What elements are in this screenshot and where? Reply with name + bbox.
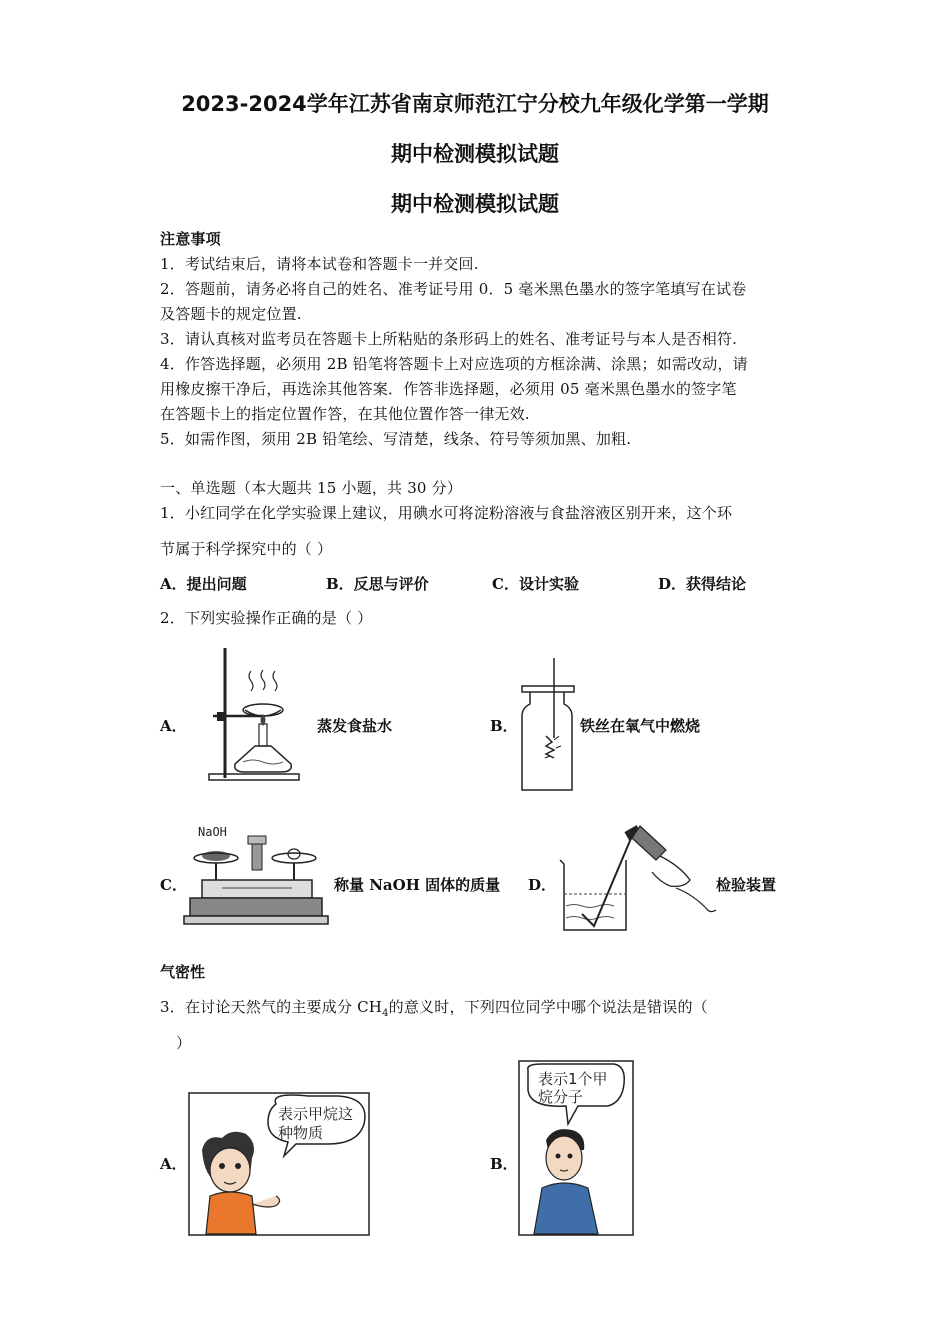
notes-line: 3．请认真核对监考员在答题卡上所粘贴的条形码上的姓名、准考证号与本人是否相符. [160,330,738,348]
q1-option-c: C．设计实验 [492,575,579,593]
page-subtitle: 期中检测模拟试题 [391,142,559,166]
q2-option-c-caption: 称量 NaOH 固体的质量 [334,876,501,894]
q2-option-a-label: A． [160,717,187,735]
question-1-stem: 1．小红同学在化学实验课上建议，用碘水可将淀粉溶液与食盐溶液区别开来，这个环 [160,504,733,522]
q2-option-b-label: B． [490,717,518,735]
notes-line: 5．如需作图，须用 2B 铅笔绘、写清楚，线条、符号等须加黑、加粗. [160,430,632,448]
question-3-stem-cont: ） [176,1034,192,1052]
notes-line: 在答题卡上的指定位置作答，在其他位置作答一律无效. [160,405,530,423]
q1-option-d: D．获得结论 [658,575,747,593]
page-title: 2023-2024学年江苏省南京师范江宁分校九年级化学第一学期 [181,92,769,116]
boy-speech-cartoon [518,1060,634,1236]
q3-option-a-label: A． [160,1155,187,1173]
balance-figure [182,822,330,928]
notes-line: 2．答题前，请务必将自己的姓名、准考证号用 0．5 毫米黑色墨水的签字笔填写在试卷 [160,280,747,298]
bubble-a-line2: 种物质 [278,1124,324,1142]
naoh-label: NaOH [198,825,227,839]
question-2-stem: 2．下列实验操作正确的是（ ） [160,609,373,627]
q2-option-d-caption: 检验装置 [716,876,777,894]
notes-heading: 注意事项 [160,230,221,248]
q2-option-a-caption: 蒸发食盐水 [317,717,393,735]
airtightness-check-figure [556,820,716,938]
q3-option-b-label: B． [490,1155,518,1173]
section-heading: 一、单选题（本大题共 15 小题，共 30 分） [160,479,463,497]
oxygen-bottle-figure [516,656,578,792]
bubble-b-line1: 表示1个甲 [538,1070,608,1088]
notes-line: 1．考试结束后，请将本试卷和答题卡一并交回. [160,255,479,273]
evaporation-apparatus-figure [205,646,305,782]
notes-line: 及答题卡的规定位置. [160,305,302,323]
bubble-b-line2: 烷分子 [538,1088,584,1106]
q1-option-b: B．反思与评价 [326,575,429,593]
bubble-a-line1: 表示甲烷这 [278,1105,354,1123]
q2-option-d-label: D． [528,876,557,894]
notes-line: 4．作答选择题，必须用 2B 铅笔将答题卡上对应选项的方框涂满、涂黑；如需改动，请 [160,355,748,373]
notes-line: 用橡皮擦干净后，再选涂其他答案．作答非选择题，必须用 05 毫米黑色墨水的签字笔 [160,380,737,398]
question-3-stem: 3．在讨论天然气的主要成分 $CH_4$的意义时，下列四位同学中哪个说法是错误的（ [160,998,708,1019]
page-subtitle-repeat: 期中检测模拟试题 [391,192,559,216]
q2-option-c-label: C． [160,876,187,894]
q1-option-a: A．提出问题 [160,575,247,593]
q2-option-b-caption: 铁丝在氧气中燃烧 [580,717,701,735]
question-1-stem-cont: 节属于科学探究中的（ ） [160,540,333,558]
q2-option-d-caption-cont: 气密性 [160,963,206,981]
girl-speech-cartoon [188,1092,370,1236]
